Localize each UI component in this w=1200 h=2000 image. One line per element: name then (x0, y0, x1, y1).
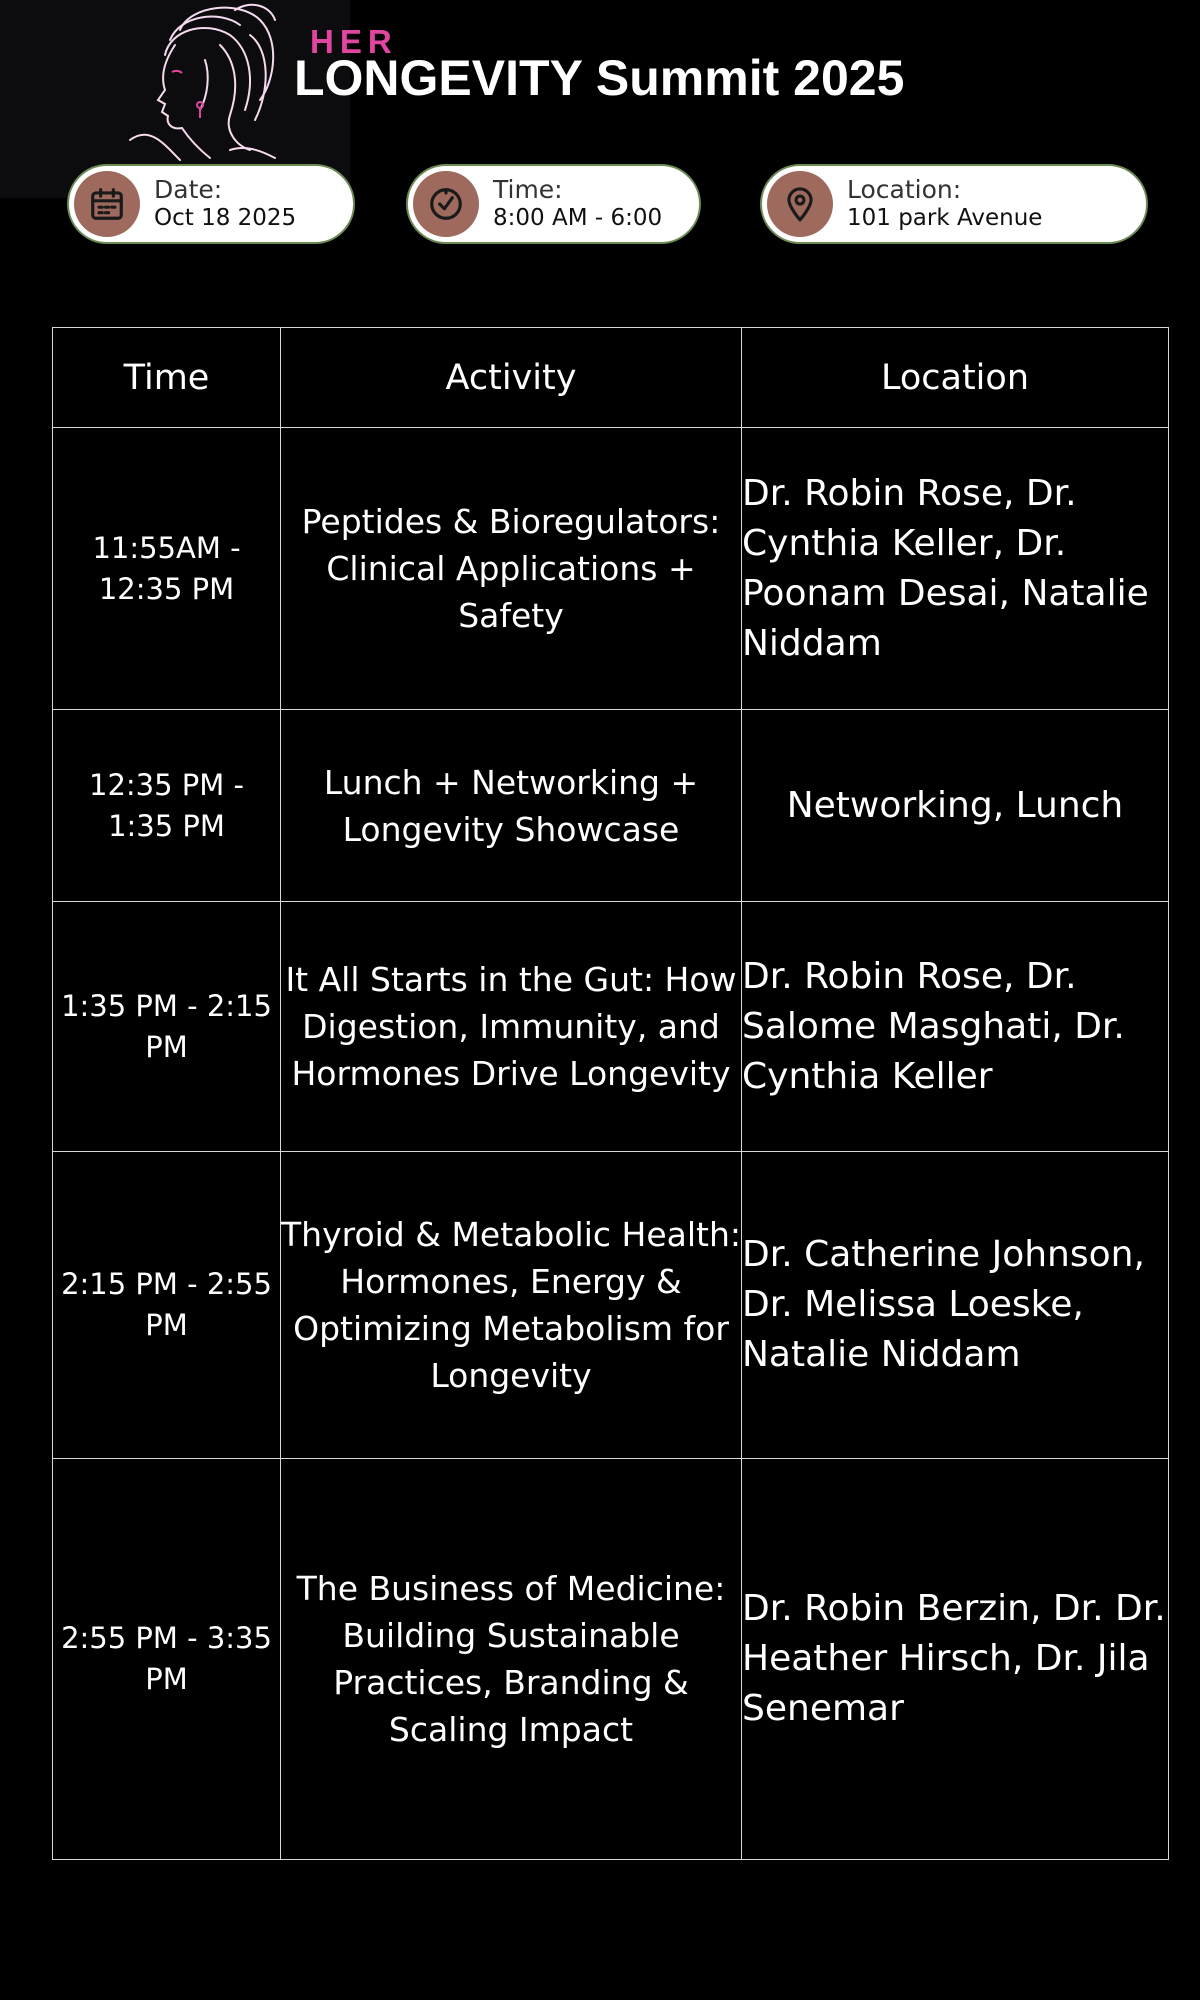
session-time: 12:35 PM - 1:35 PM (53, 710, 281, 902)
location-label: Location: (847, 175, 962, 204)
date-label: Date: (154, 175, 223, 204)
table-row (53, 1152, 1169, 1459)
session-time: 2:55 PM - 3:35 PM (53, 1459, 281, 1860)
session-location: Dr. Catherine Johnson, Dr. Melissa Loeske, Natalie Niddam (742, 1152, 1169, 1459)
session-activity: The Business of Medicine: Building Sustainable Practices, Branding & Scaling Impact (281, 1459, 742, 1860)
column-header-time: Time (53, 328, 281, 428)
table-header-row (53, 328, 1169, 428)
session-time: 11:55AM - 12:35 PM (53, 428, 281, 710)
location-info-pill (760, 164, 1148, 244)
date-info-pill (67, 164, 355, 244)
session-time: 1:35 PM - 2:15 PM (53, 902, 281, 1152)
session-activity: Thyroid & Metabolic Health: Hormones, Energy & Optimizing Metabolism for Longevity (281, 1152, 742, 1459)
clock-icon (413, 171, 479, 237)
table-row (53, 1459, 1169, 1860)
date-value: Oct 18 2025 (154, 205, 297, 231)
column-header-location: Location (742, 328, 1169, 428)
table-row (53, 428, 1169, 710)
time-info-pill (406, 164, 701, 244)
time-value: 8:00 AM - 6:00 (493, 205, 663, 231)
session-location: Networking, Lunch (742, 710, 1169, 902)
session-location: Dr. Robin Rose, Dr. Cynthia Keller, Dr. Poonam Desai, Natalie Niddam (742, 428, 1169, 710)
brand-her-text: HER (310, 23, 398, 60)
session-activity: Lunch + Networking + Longevity Showcase (281, 710, 742, 902)
event-brand (294, 24, 904, 104)
time-label: Time: (493, 175, 563, 204)
session-time: 2:15 PM - 2:55 PM (53, 1152, 281, 1459)
page-title: LONGEVITY Summit 2025 (294, 50, 905, 106)
location-value: 101 park Avenue (847, 205, 1043, 231)
session-location: Dr. Robin Rose, Dr. Salome Masghati, Dr. Cynthia Keller (742, 902, 1169, 1152)
session-activity: It All Starts in the Gut: How Digestion, Immunity, and Hormones Drive Longevity (281, 902, 742, 1152)
session-location: Dr. Robin Berzin, Dr. Dr. Heather Hirsch, Dr. Jila Senemar (742, 1459, 1169, 1860)
map-pin-icon (767, 171, 833, 237)
table-row (53, 710, 1169, 902)
woman-profile-logo (110, 0, 280, 165)
schedule-table (52, 327, 1169, 1860)
table-row (53, 902, 1169, 1152)
column-header-activity: Activity (281, 328, 742, 428)
calendar-icon (74, 171, 140, 237)
session-activity: Peptides & Bioregulators: Clinical Applications + Safety (281, 428, 742, 710)
